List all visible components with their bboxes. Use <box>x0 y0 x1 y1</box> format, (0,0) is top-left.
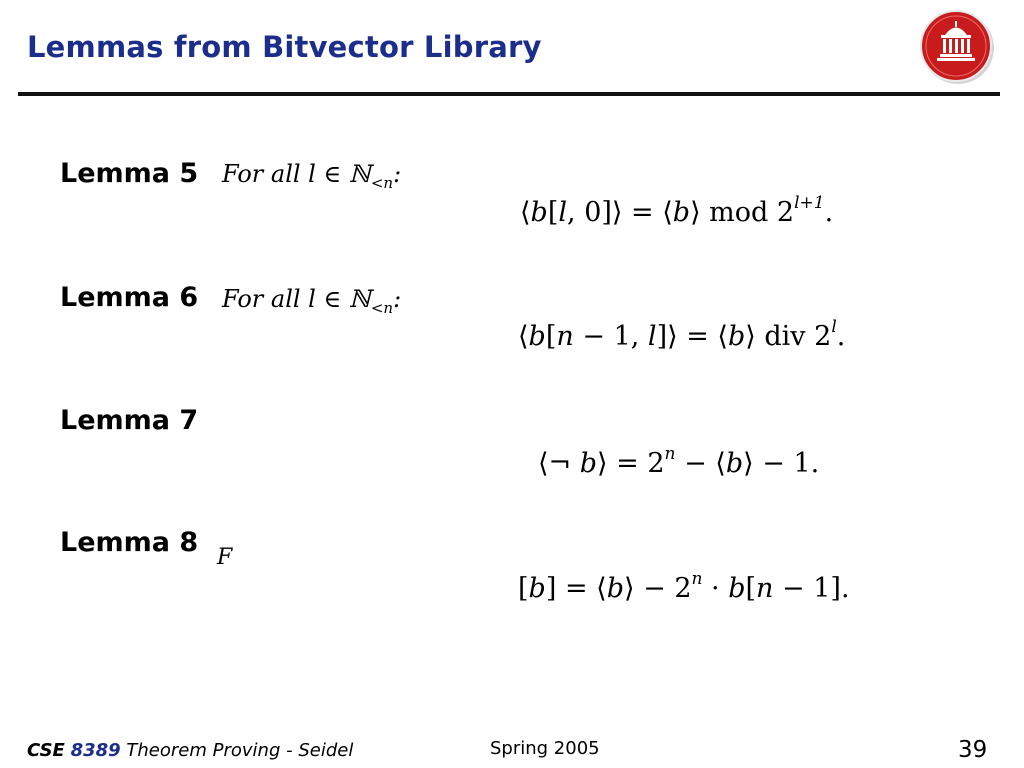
slide-title: Lemmas from Bitvector Library <box>27 30 542 64</box>
lemma-6-formula: ⟨b[n − 1, l]⟩ = ⟨b⟩ div 2$^l$. <box>518 317 846 352</box>
lemma-6-quantifier: For all l ∈ ℕ$_{<n}$: <box>222 285 402 317</box>
footer-subject: Theorem Proving - Seidel <box>126 740 354 761</box>
lemma-7-label: Lemma 7 <box>60 405 199 436</box>
lemma-5-formula: ⟨b[l, 0]⟩ = ⟨b⟩ mod $2^{l+1}$. <box>520 193 834 228</box>
lemma-8-formula: [b] = ⟨b⟩ − $2^n \cdot b[n - 1]$. <box>518 569 850 604</box>
page-number: 39 <box>958 737 988 763</box>
lemma-8-label: Lemma 8 <box>60 527 199 558</box>
footer-course-prefix: CSE <box>27 740 65 761</box>
lemma-8-clipped-mark: F <box>217 545 233 570</box>
lemma-6-label: Lemma 6 <box>60 282 199 313</box>
lemma-5-quantifier: For all l ∈ ℕ$_{<n}$: <box>222 160 402 192</box>
lemma-5-label: Lemma 5 <box>60 158 199 189</box>
title-divider <box>18 92 1000 96</box>
university-seal-icon <box>918 8 996 86</box>
footer-term: Spring 2005 <box>490 738 600 759</box>
footer-course <box>27 740 353 761</box>
lemma-7-formula: ⟨¬ b⟩ = $2^n$ − ⟨b⟩ − 1. <box>538 444 820 479</box>
footer-course-number: 8389 <box>70 740 121 761</box>
